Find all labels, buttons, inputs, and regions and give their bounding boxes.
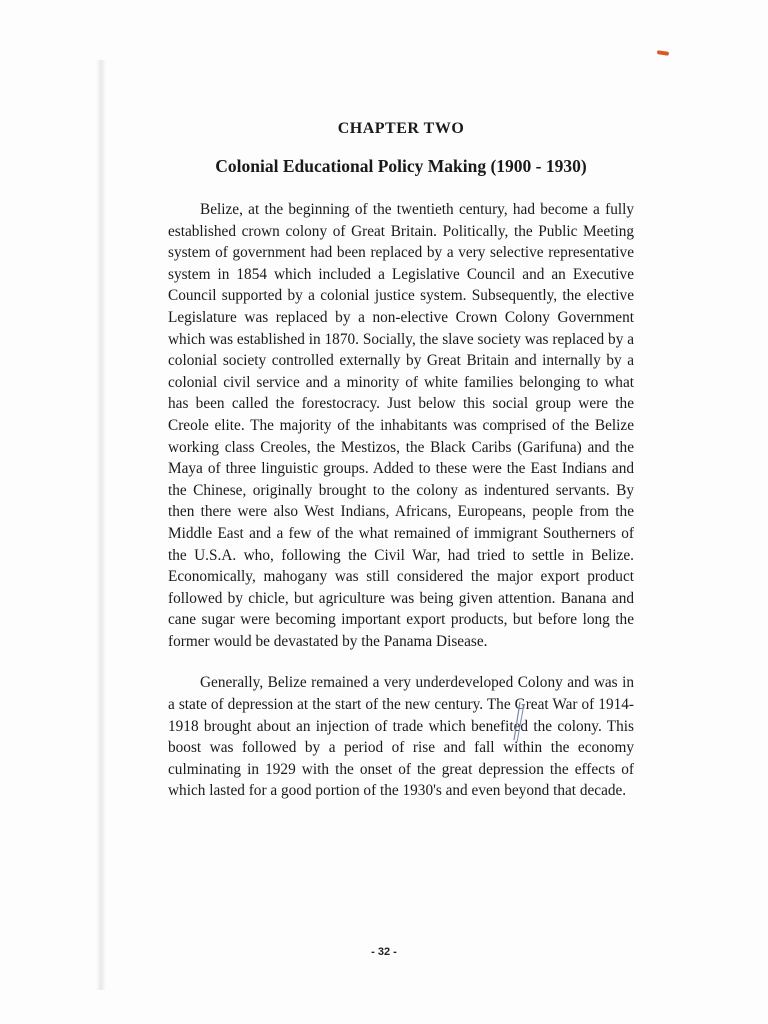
paragraph-2: Generally, Belize remained a very underdeveloped Colony and was in a state of depression at the start of the new century. The Great War of 1914-1918 brought about an injection of trade which benefited the colony. This boost was followed by a period of rise and fall within the economy culminating in 1929 with the onset of the great depression the effects of which lasted for a good portion of the 1930's and even beyond that decade. xyxy=(168,674,634,800)
pen-check-mark xyxy=(502,700,532,744)
red-ink-mark xyxy=(657,50,669,56)
page-number: - 32 - xyxy=(371,946,397,958)
page-text xyxy=(168,112,634,802)
paragraph-1: Belize, at the beginning of the twentieth century, had become a fully established crown colony of Great Britain. Politically, the Public Meeting system of government had been replaced by a very selective representative system in 1854 which included a Legislative Council and an Executive Council supported by a colonial justice system. Subsequently, the elective Legislature was replaced by a non-elective Crown Colony Government which was established in 1870. Socially, the slave society was replaced by a colonial society controlled externally by Great Britain and internally by a colonial civil service and a minority of white families belonging to what has been called the forestocracy. Just below this social group were the Creole elite. The majority of the inhabitants was comprised of the Belize working class Creoles, the Mestizos, the Black Caribs (Garifuna) and the Maya of three linguistic groups. Added to these were the East Indians and the Chinese, originally brought to the colony as indentured servants. By then there were also West Indians, Africans, Europeans, people from the Middle East and a few of the what remained of immigrant Southerners of the U.S.A. who, following the Civil War, had tried to settle in Belize. Economically, mahogany was still considered the major export product followed by chicle, but agriculture was being given attention. Banana and cane sugar were becoming important export products, but before long the former would be devastated by the Panama Disease. xyxy=(168,201,634,650)
chapter-title: Colonial Educational Policy Making (1900 - 1930) xyxy=(215,156,587,176)
chapter-heading: CHAPTER TWO xyxy=(337,120,465,137)
binding-shadow xyxy=(96,60,106,990)
